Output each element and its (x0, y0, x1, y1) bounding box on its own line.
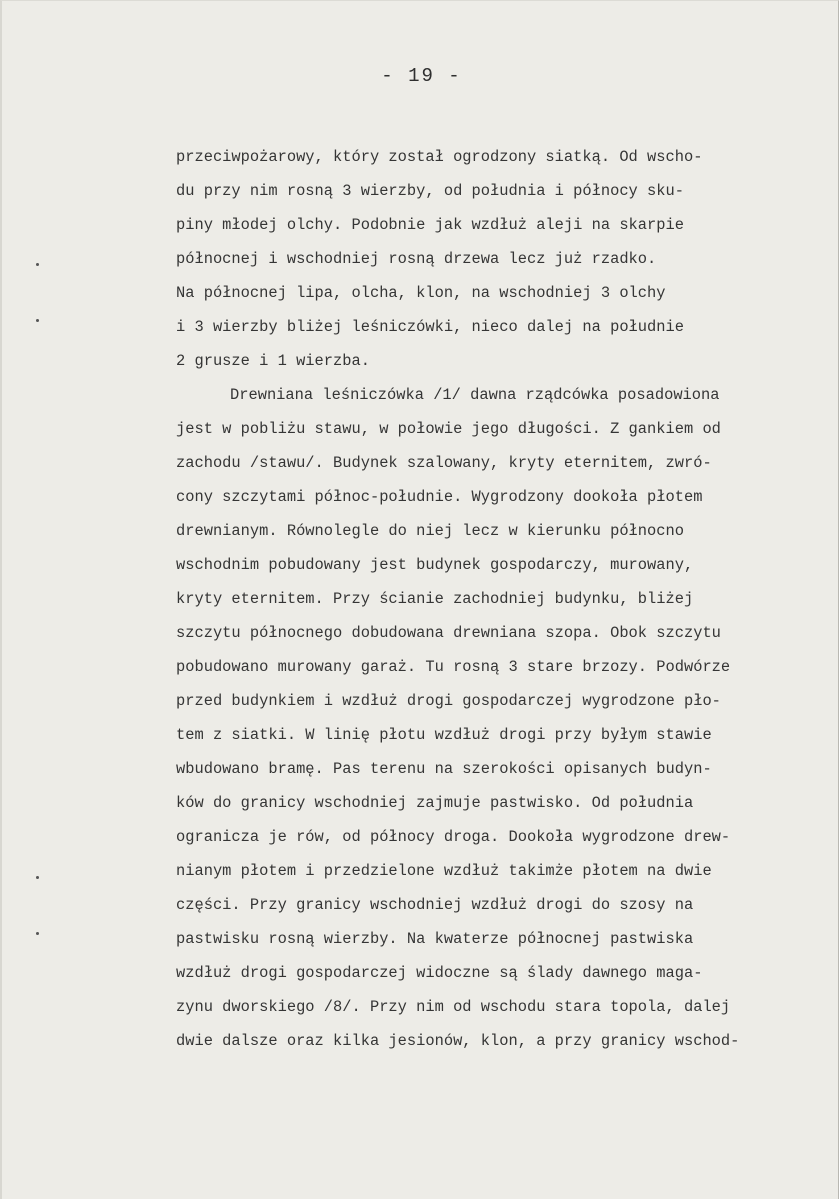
text-line: piny młodej olchy. Podobnie jak wzdłuż aleji na skarpie (176, 216, 684, 234)
text-line: pobudowano murowany garaż. Tu rosną 3 stare brzozy. Podwórze (176, 658, 731, 676)
margin-mark (36, 932, 39, 935)
text-line: cony szczytami północ-południe. Wygrodzony dookoła płotem (176, 488, 703, 506)
text-line: ków do granicy wschodniej zajmuje pastwisko. Od południa (176, 794, 694, 812)
text-line: ogranicza je rów, od północy droga. Dookoła wygrodzone drew- (176, 828, 731, 846)
text-line: 2 grusze i 1 wierzba. (176, 352, 370, 370)
page-number: - 19 - (381, 65, 462, 87)
margin-mark (36, 263, 39, 266)
text-line: pastwisku rosną wierzby. Na kwaterze północnej pastwiska (176, 930, 694, 948)
text-line: zynu dworskiego /8/. Przy nim od wschodu stara topola, dalej (176, 998, 731, 1016)
text-line: jest w pobliżu stawu, w połowie jego długości. Z gankiem od (176, 420, 721, 438)
margin-mark (36, 319, 39, 322)
text-line: wbudowano bramę. Pas terenu na szerokości opisanych budyn- (176, 760, 712, 778)
text-line: wzdłuż drogi gospodarczej widoczne są ślady dawnego maga- (176, 964, 703, 982)
text-line: zachodu /stawu/. Budynek szalowany, kryty eternitem, zwró- (176, 454, 712, 472)
text-line: części. Przy granicy wschodniej wzdłuż drogi do szosy na (176, 896, 694, 914)
text-line: du przy nim rosną 3 wierzby, od południa i północy sku- (176, 182, 684, 200)
text-line: drewnianym. Równolegle do niej lecz w kierunku północno (176, 522, 684, 540)
text-line: dwie dalsze oraz kilka jesionów, klon, a przy granicy wschod- (176, 1032, 740, 1050)
text-line: wschodnim pobudowany jest budynek gospodarczy, murowany, (176, 556, 694, 574)
text-line: Na północnej lipa, olcha, klon, na wschodniej 3 olchy (176, 284, 666, 302)
text-line: szczytu północnego dobudowana drewniana szopa. Obok szczytu (176, 624, 721, 642)
paragraph-start-line: Drewniana leśniczówka /1/ dawna rządcówka posadowiona (230, 386, 720, 404)
margin-mark (36, 876, 39, 879)
text-line: i 3 wierzby bliżej leśniczówki, nieco dalej na południe (176, 318, 684, 336)
text-line: przeciwpożarowy, który został ogrodzony siatką. Od wscho- (176, 148, 703, 166)
text-line: przed budynkiem i wzdłuż drogi gospodarczej wygrodzone pło- (176, 692, 721, 710)
text-line: nianym płotem i przedzielone wzdłuż takimże płotem na dwie (176, 862, 712, 880)
text-line: kryty eternitem. Przy ścianie zachodniej budynku, bliżej (176, 590, 694, 608)
text-line: tem z siatki. W linię płotu wzdłuż drogi przy byłym stawie (176, 726, 712, 744)
text-line: północnej i wschodniej rosną drzewa lecz już rzadko. (176, 250, 657, 268)
body-text (176, 147, 816, 1065)
